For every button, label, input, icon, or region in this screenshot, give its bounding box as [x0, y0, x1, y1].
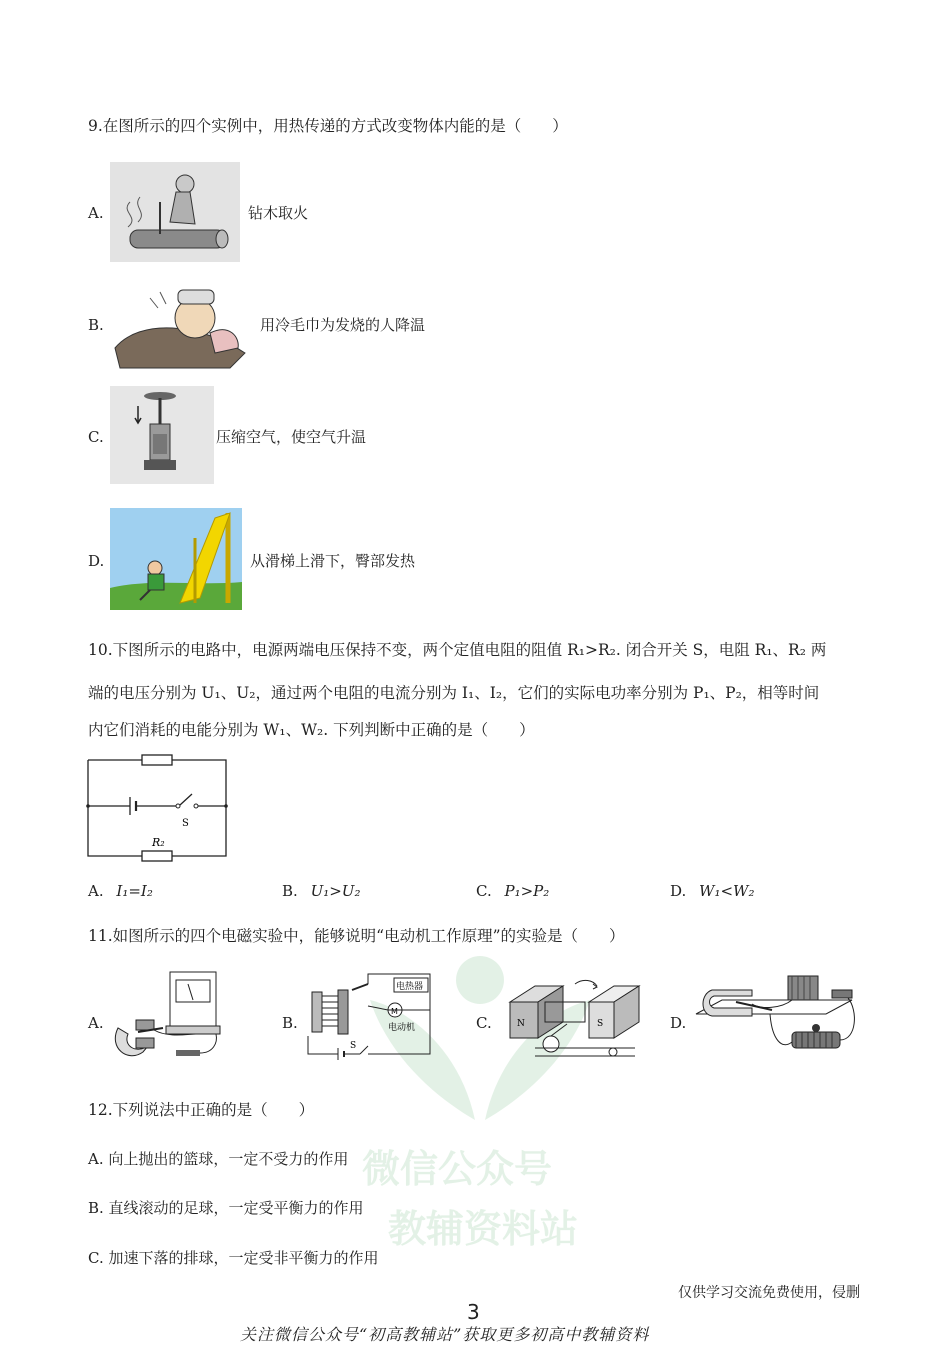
q10-option-c-text: P₁>P₂ [504, 882, 550, 900]
q10-option-a [88, 882, 153, 900]
q9-option-b-letter: B. [88, 316, 104, 334]
switch-label: S [182, 818, 189, 829]
q11-stem: 11.如图所示的四个电磁实验中，能够说明“电动机工作原理”的实验是（ ） [88, 927, 625, 945]
q9-option-a-letter: A. [88, 204, 104, 222]
q10-option-c [476, 882, 549, 900]
switch-blade [180, 794, 192, 805]
switch-right-terminal [194, 804, 198, 808]
q9-option-c-letter: C. [88, 428, 104, 446]
q10-option-d [670, 882, 754, 900]
q9-option-d-image [110, 508, 242, 610]
q9-option-b-text: 用冷毛巾为发烧的人降温 [260, 316, 426, 334]
q9-stem: 9.在图所示的四个实例中，用热传递的方式改变物体内能的是（ ） [88, 117, 568, 135]
q12-stem: 12.下列说法中正确的是（ ） [88, 1101, 315, 1119]
watermark-text-1: 微信公众号 [362, 1147, 553, 1191]
q9-option-c-image [110, 386, 214, 484]
q11-option-c-letter: C. [476, 1014, 492, 1032]
q9-option-d-text: 从滑梯上滑下，臀部发热 [250, 552, 416, 570]
q12-option-a: A. 向上抛出的篮球，一定不受力的作用 [88, 1150, 349, 1168]
q11-option-a-image [108, 968, 228, 1068]
resistor-r1 [142, 755, 172, 765]
heater-label: 电热器 [396, 982, 424, 992]
pole-n-label: N [517, 1019, 525, 1029]
meter-label: M [391, 1007, 398, 1016]
q10-option-a-text: I₁=I₂ [116, 882, 153, 900]
q9-option-d-letter: D. [88, 552, 105, 570]
q10-stem-line2: 端的电压分别为 U₁、U₂，通过两个电阻的电流分别为 I₁、I₂，它们的实际电功率分别为 P₁、P₂，相等时间 [88, 684, 820, 702]
q11-option-d-letter: D. [670, 1014, 687, 1032]
q10-stem-line3: 内它们消耗的电能分别为 W₁、W₂. 下列判断中正确的是（ ） [88, 721, 535, 739]
footer-note: 仅供学习交流免费使用，侵删 [678, 1285, 860, 1301]
q10-stem-line1: 10.下图所示的电路中，电源两端电压保持不变，两个定值电阻的阻值 R₁>R₂. 闭合开关 S，电阻 R₁、R₂ 两 [88, 641, 827, 659]
q11-option-b-letter: B. [282, 1014, 298, 1032]
watermark-text-2: 教辅资料站 [388, 1207, 579, 1251]
switch-label-b: S [350, 1041, 357, 1051]
q9-option-c-text: 压缩空气，使空气升温 [216, 428, 367, 446]
motor-label: 电动机 [388, 1023, 416, 1033]
q11-option-d-image [692, 970, 864, 1066]
page-number: 3 [467, 1300, 480, 1324]
q12-option-b: B. 直线滚动的足球，一定受平衡力的作用 [88, 1199, 364, 1217]
q10-option-b-letter: B. [282, 882, 298, 900]
q10-option-d-letter: D. [670, 882, 687, 900]
switch-left-terminal [176, 804, 180, 808]
q9-option-a-text: 钻木取火 [248, 204, 309, 222]
q11-option-a-letter: A. [88, 1014, 104, 1032]
q12-option-c: C. 加速下落的排球，一定受非平衡力的作用 [88, 1249, 379, 1267]
q10-option-c-letter: C. [476, 882, 492, 900]
q9-option-b-image [110, 278, 250, 372]
q11-option-b-image [298, 966, 438, 1066]
resistor-r2 [142, 851, 172, 861]
q9-option-a-image [110, 162, 240, 262]
q10-option-d-text: W₁<W₂ [699, 882, 755, 900]
q10-circuit-diagram [84, 752, 234, 864]
q10-option-b [282, 882, 360, 900]
q10-option-a-letter: A. [88, 882, 104, 900]
footer-banner: 关注微信公众号“初高教辅站”获取更多初高中教辅资料 [240, 1325, 650, 1344]
q11-option-c-image [505, 972, 645, 1068]
pole-s-label: S [597, 1019, 604, 1029]
r2-label: R₂ [152, 836, 165, 849]
q10-option-b-text: U₁>U₂ [310, 882, 361, 900]
